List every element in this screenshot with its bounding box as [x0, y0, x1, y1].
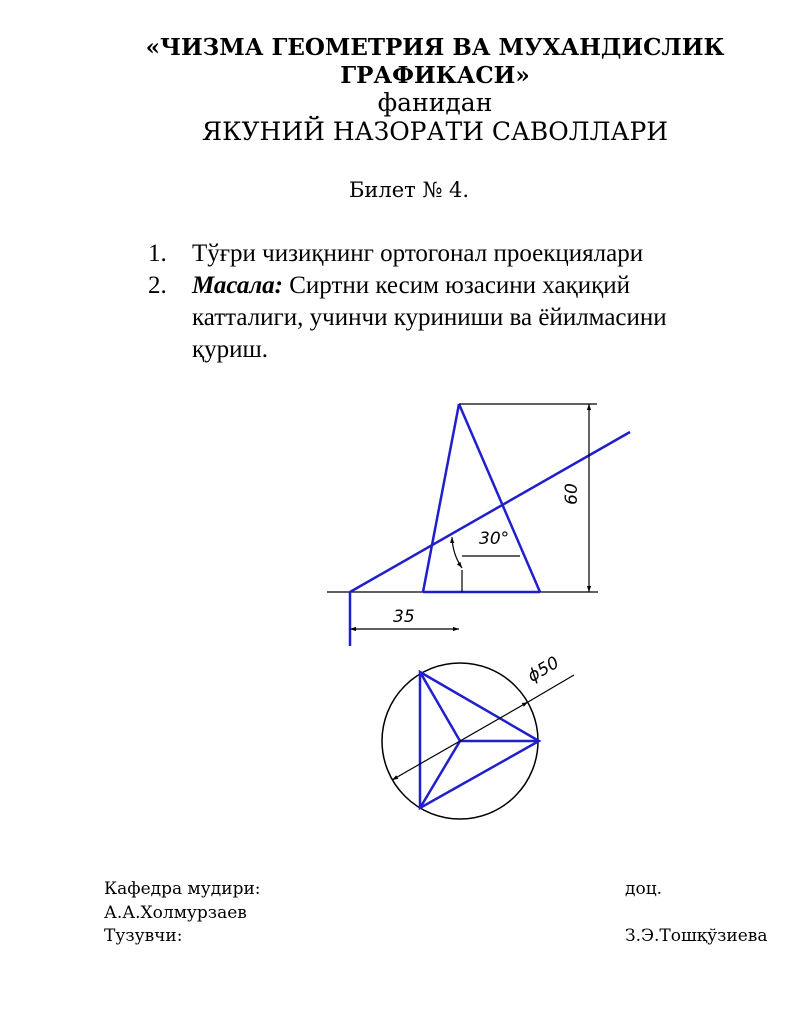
question-1-number: 1.: [148, 240, 167, 267]
title-line-1: «ЧИЗМА ГЕОМЕТРИЯ ВА МУХАНДИСЛИК: [145, 34, 725, 61]
pyramid-front-view: [423, 404, 540, 592]
footer-department-head: Кафедра мудири:: [104, 879, 261, 899]
title-line-2: ГРАФИКАСИ»: [340, 62, 530, 89]
exam-title: ЯКУНИЙ НАЗОРАТИ САВОЛЛАРИ: [201, 117, 669, 146]
question-2-text: Сиртни кесим юзасини хақиқий: [282, 272, 631, 299]
height-label: 60: [562, 483, 582, 505]
cutting-plane-line: [350, 432, 630, 592]
ticket-label: Билет № 4.: [348, 178, 470, 202]
question-2-line-2: катталиги, учинчи куриниши ва ёйилмасини: [192, 304, 667, 331]
subject-suffix: фанидан: [377, 88, 493, 117]
diameter-label: ϕ50: [524, 652, 563, 687]
footer-department-head-name: А.А.Холмурзаев: [104, 903, 247, 923]
question-2-label: Масала:: [192, 272, 283, 299]
footer-compiler-name: З.Э.Тошқўзиева: [625, 926, 768, 946]
question-2-number: 2.: [148, 272, 167, 299]
offset-label: 35: [393, 607, 415, 627]
question-1-text: Тўғри чизиқнинг ортогонал проекциялари: [192, 240, 644, 267]
angle-label: 30°: [479, 529, 510, 549]
question-2-line-3: қуриш.: [192, 336, 269, 363]
footer-compiler: Тузувчи:: [104, 926, 183, 946]
footer-title: доц.: [625, 879, 663, 899]
